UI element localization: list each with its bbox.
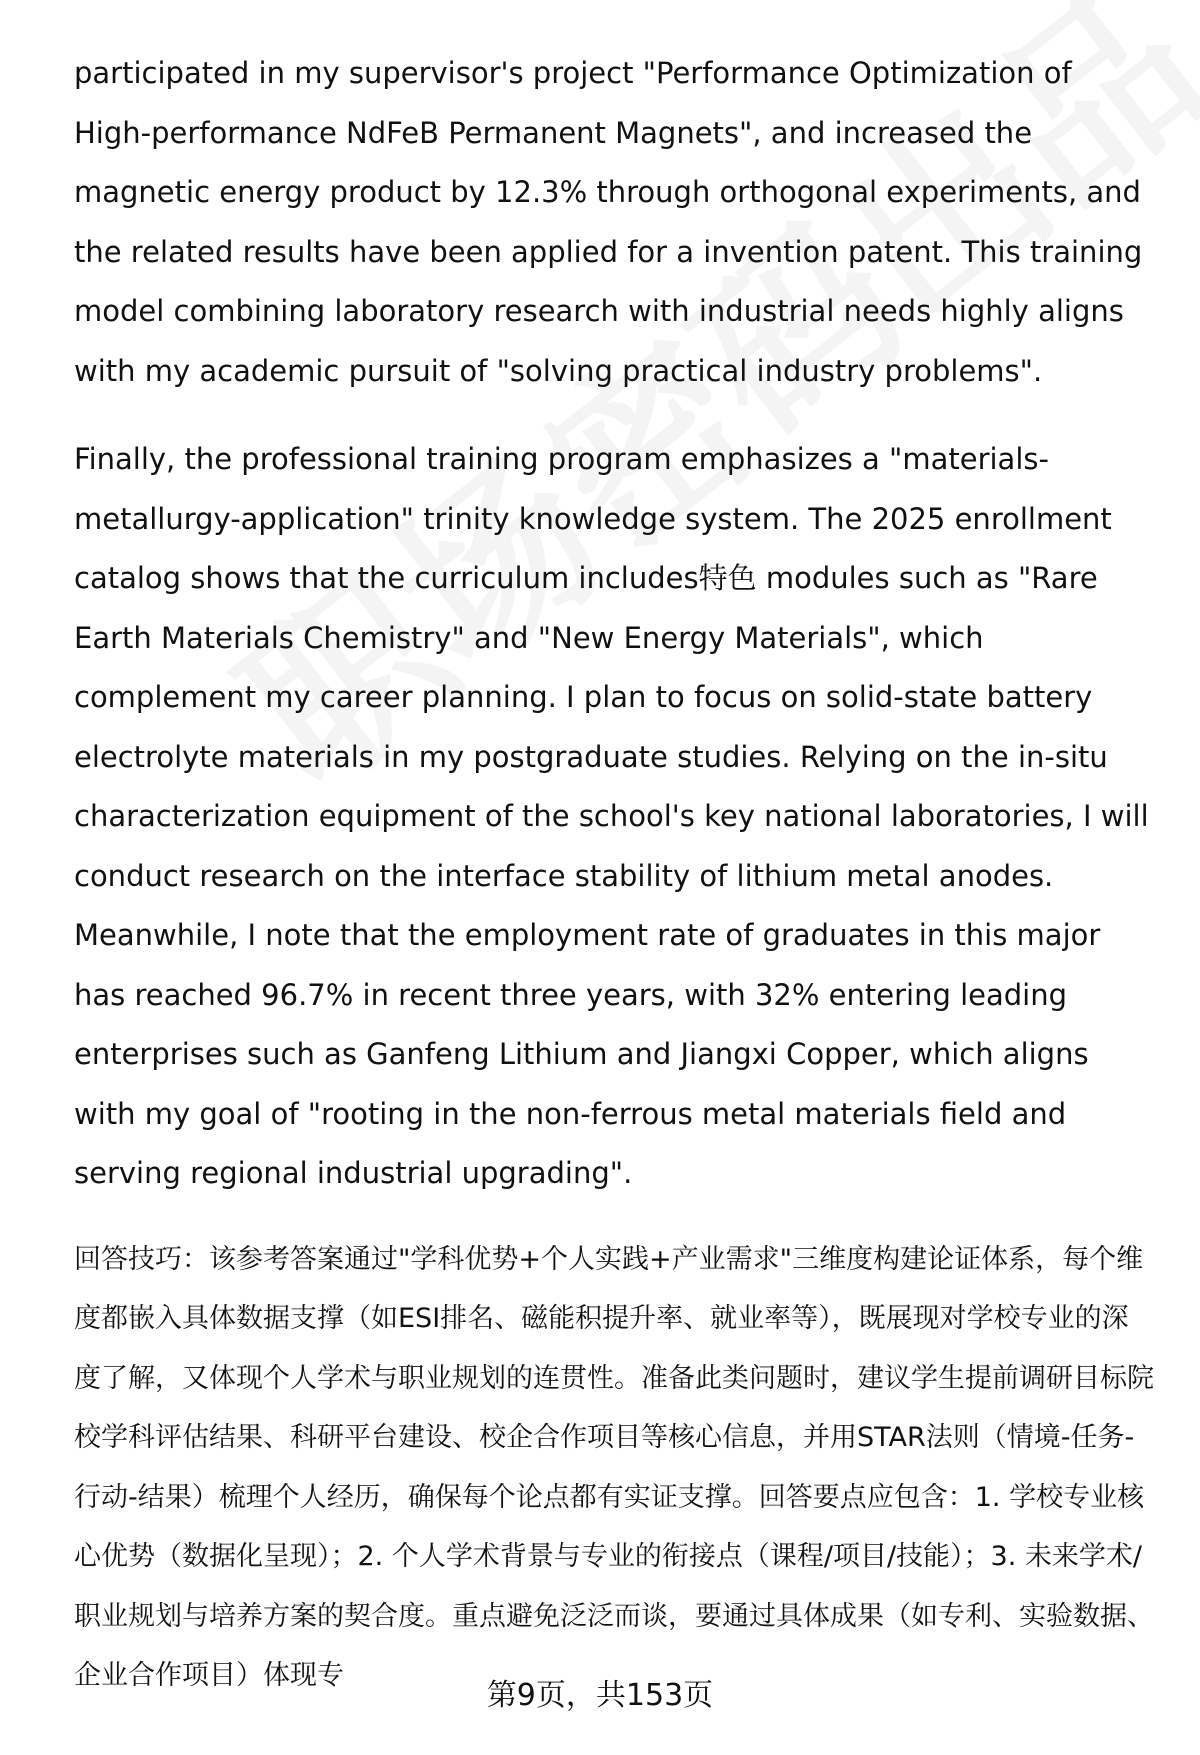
body-paragraph-1: participated in my supervisor's project "Performance Optimization of High-performance NdFeB Permanent Magnets", and increased the magnetic energy product by 12.3% through orthogonal experiments, and the related results have been applied for a invention patent. This training model combining laboratory research with industrial needs highly aligns with my academic pursuit of "solving practical industry problems". <box>74 56 1143 388</box>
body-paragraph-2: Finally, the professional training program emphasizes a "materials-metallurgy-application" trinity knowledge system. The 2025 enrollment catalog shows that the curriculum includes特色 modules such as "Rare Earth Materials Chemistry" and "New Energy Materials", which complement my career planning. I plan to focus on solid-state battery electrolyte materials in my postgraduate studies. Relying on the in-situ characterization equipment of the school's key national laboratories, I will conduct research on the interface stability of lithium metal anodes. Meanwhile, I note that the employment rate of graduates in this major has reached 96.7% in recent three years, with 32% entering leading enterprises such as Ganfeng Lithium and Jiangxi Copper, which aligns with my goal of "rooting in the non-ferrous metal materials field and serving regional industrial upgrading". <box>74 442 1149 1190</box>
page-number-footer: 第9页，共153页 <box>486 1678 714 1713</box>
document-page <box>74 44 1154 1706</box>
answer-tips-paragraph: 回答技巧：该参考答案通过"学科优势+个人实践+产业需求"三维度构建论证体系，每个维度都嵌入具体数据支撑（如ESI排名、磁能积提升率、就业率等），既展现对学校专业的深度了解，又体现个人学术与职业规划的连贯性。准备此类问题时，建议学生提前调研目标院校学科评估结果、科研平台建设、校企合作项目等核心信息，并用STAR法则（情境-任务-行动-结果）梳理个人经历，确保每个论点都有实证支撑。回答要点应包含：1. 学校专业核心优势（数据化呈现）；2. 个人学术背景与专业的衔接点（课程/项目/技能）；3. 未来学术/职业规划与培养方案的契合度。重点避免泛泛而谈，要通过具体成果（如专利、实验数据、企业合作项目）体现专 <box>74 1243 1154 1691</box>
